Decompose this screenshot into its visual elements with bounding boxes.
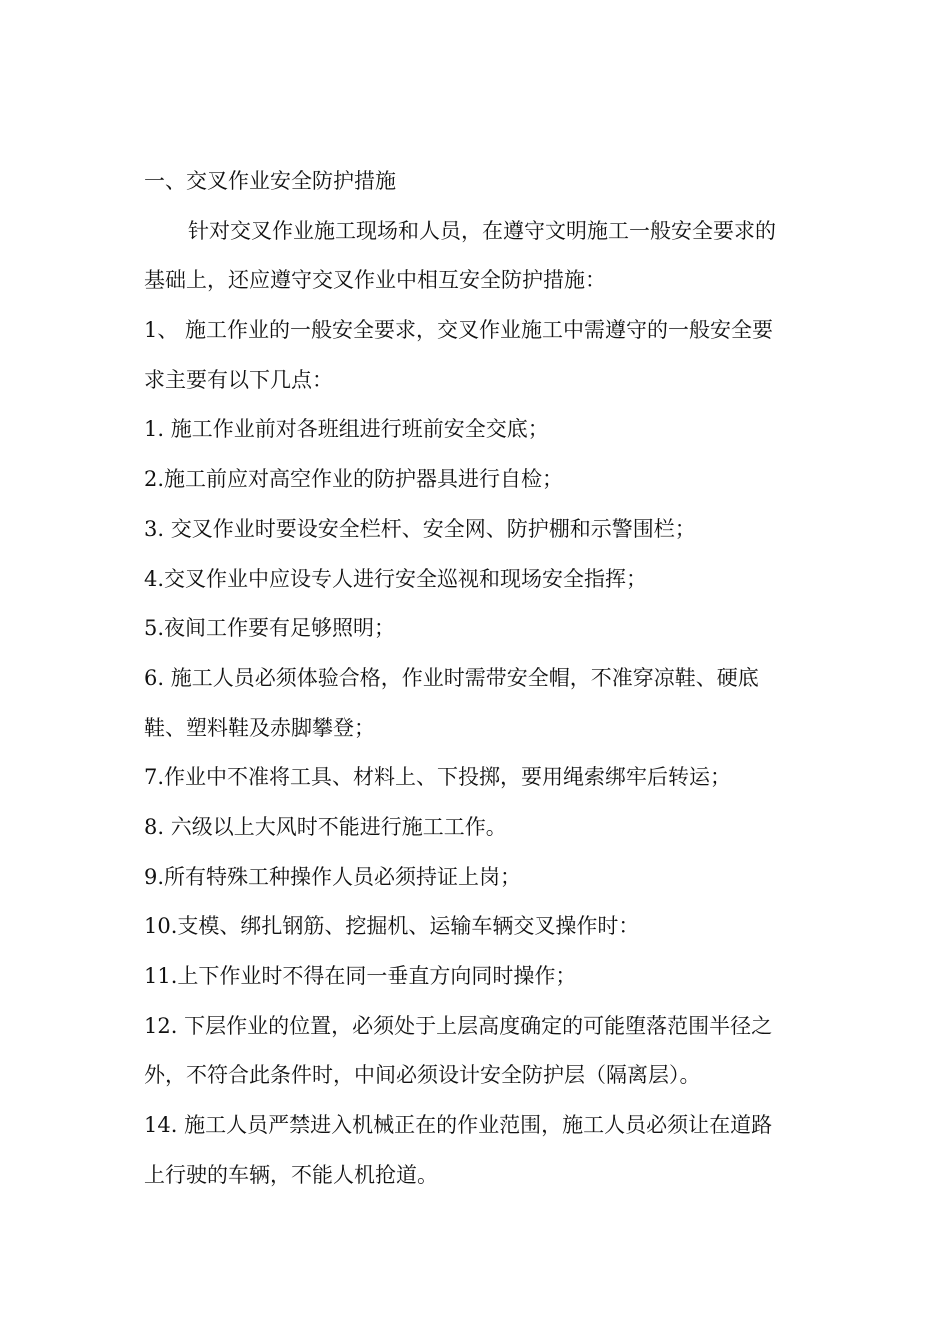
item-9: 9.所有特殊工种操作人员必须持证上岗；: [144, 864, 522, 889]
item-5: 5.夜间工作要有足够照明；: [144, 616, 396, 641]
intro-line-2: 基础上，还应遵守交叉作业中相互安全防护措施：: [144, 268, 606, 293]
intro-line-1: 针对交叉作业施工现场和人员，在遵守文明施工一般安全要求的: [188, 218, 776, 243]
item-1: 1. 施工作业前对各班组进行班前安全交底；: [144, 417, 549, 442]
item-14-line-1: 14. 施工人员严禁进入机械正在的作业范围，施工人员必须让在道路: [144, 1113, 773, 1138]
item-12-line-2: 外，不符合此条件时，中间必须设计安全防护层（隔离层）。: [144, 1063, 701, 1088]
item-3: 3. 交叉作业时要设安全栏杆、安全网、防护棚和示警围栏；: [144, 516, 696, 541]
item-10: 10.支模、绑扎钢筋、挖掘机、运输车辆交叉操作时：: [144, 914, 640, 939]
item-6-line-2: 鞋、塑料鞋及赤脚攀登；: [144, 715, 375, 740]
item-7: 7.作业中不准将工具、材料上、下投掷，要用绳索绑牢后转运；: [144, 765, 732, 790]
section1-line-1: 1、 施工作业的一般安全要求，交叉作业施工中需遵守的一般安全要: [144, 318, 774, 343]
item-8: 8. 六级以上大风时不能进行施工工作。: [144, 814, 507, 839]
document-body: [144, 157, 808, 1200]
item-11: 11.上下作业时不得在同一垂直方向同时操作；: [144, 964, 577, 988]
item-6-line-1: 6. 施工人员必须体验合格，作业时需带安全帽，不准穿凉鞋、硬底: [144, 665, 759, 690]
item-12-line-1: 12. 下层作业的位置，必须处于上层高度确定的可能堕落范围半径之: [144, 1013, 773, 1038]
section1-line-2: 求主要有以下几点：: [144, 367, 333, 392]
item-4: 4.交叉作业中应设专人进行安全巡视和现场安全指挥；: [144, 566, 648, 591]
item-2: 2.施工前应对高空作业的防护器具进行自检；: [144, 467, 564, 492]
section-heading: 一、交叉作业安全防护措施: [144, 169, 396, 193]
item-14-line-2: 上行驶的车辆，不能人机抢道。: [144, 1162, 438, 1187]
